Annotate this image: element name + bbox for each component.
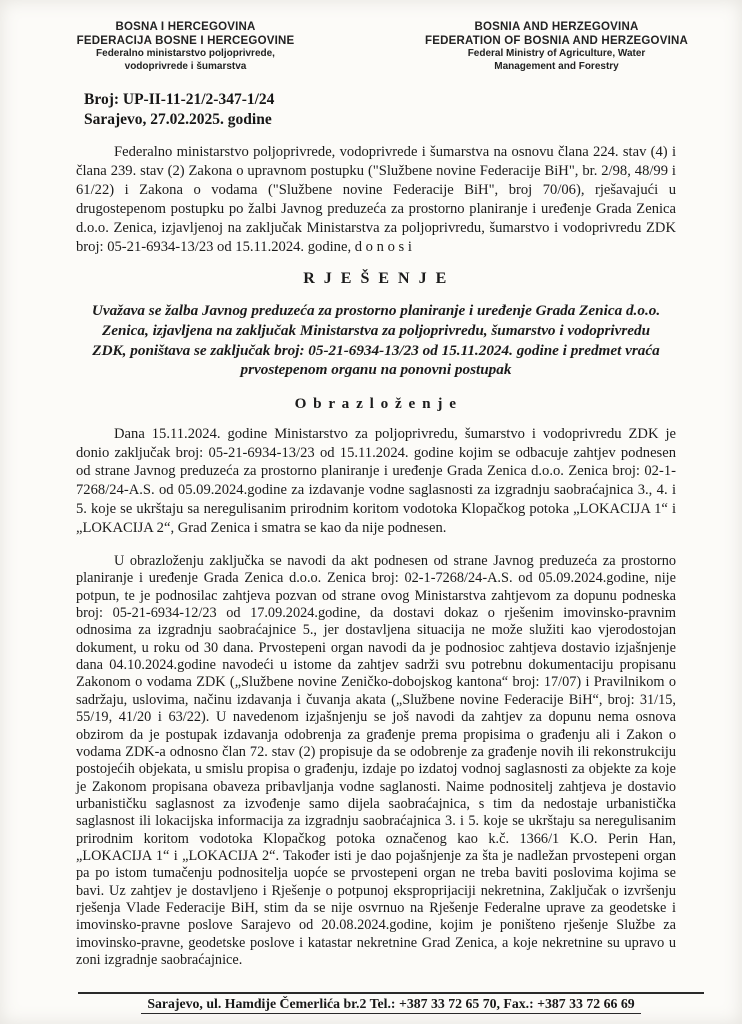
letterhead-line: BOSNIA AND HERZEGOVINA [474, 21, 639, 33]
letterhead-line: BOSNA I HERCEGOVINA [115, 21, 256, 33]
letterhead-line: vodoprivrede i šumarstva [124, 60, 247, 72]
explanation-heading: O b r a z l o ž e n j e [294, 394, 458, 412]
letterhead-line: FEDERACIJA BOSNE I HERCEGOVINE [76, 35, 295, 47]
decision-title: R J E Š E N J E [303, 270, 449, 288]
explanation-paragraph-1: Dana 15.11.2024. godine Ministarstvo za poljoprivredu, šumarstvo i vodoprivredu ZDK je donio zaključak broj: 05-21-6934-13/23 od 15.11.2024. godine kojim se odbacuje zahtjev podnesen od strane Javnog preduzeća za prostorno planiranje i uređenje Grada Zenica d.o.o. Zenica broj: 02-1-7268/24-A.S. od 05.09.2024.godine za izdavanje vodne saglasnosti za izgradnju saobraćajnica 3., 4. i 5. koje se ukrštaju sa neregulisanim prirodnim koritom vodotoka Klopačkog potoka „LOKACIJA 1“ i „LOKACIJA 2“, Grad Zenica i smatra se kao da nije podnesen. [76, 425, 676, 537]
letterhead-line: Management and Forestry [494, 60, 619, 72]
footer [78, 992, 704, 1014]
document-body [76, 143, 676, 969]
document-place-date: Sarajevo, 27.02.2025. godine [84, 111, 272, 128]
letterhead-line: FEDERATION OF BOSNIA AND HERZEGOVINA [425, 35, 688, 47]
footer-address-line: Sarajevo, ul. Hamdije Čemerlića br.2 Tel.: +387 33 72 65 70, Fax.: +387 33 72 66 69 [141, 996, 640, 1014]
document-meta [84, 90, 742, 130]
letterhead-line: Federalno ministarstvo poljoprivrede, [96, 48, 275, 59]
letterhead-bosnian [0, 20, 371, 73]
disposition-paragraph: Uvažava se žalba Javnog preduzeća za prostorno planiranje i uređenje Grada Zenica d.o.o. Zenica, izjavljena na zaključak Ministarstva za poljoprivredu, šumarstvo i vodoprivredu ZDK, poništava se zaključak broj: 05-21-6934-13/23 od 15.11.2024. godine i predmet vraća prvostepenom organu na ponovni postupak [91, 302, 661, 379]
letterhead-english [371, 20, 742, 73]
letterhead [0, 0, 742, 73]
intro-paragraph: Federalno ministarstvo poljoprivrede, vodoprivrede i šumarstva na osnovu člana 224. stav (4) i člana 239. stav (2) Zakona o upravnom postupku ("Službene novine Federacije BiH", br. 2/98, 48/99 i 61/22) i Zakona o vodama ("Službene novine Federacije BiH", broj 70/06), rješavajući u drugostepenom postupku po žalbi Javnog preduzeća za prostorno planiranje i uređenje Grada Zenica d.o.o. Zenica, izjavljenoj na zaključak Ministarstva za poljoprivredu, šumarstvo i vodoprivredu ZDK broj: 05-21-6934-13/23 od 15.11.2024. godine, d o n o s i [76, 144, 676, 255]
document-number: Broj: UP-II-11-21/2-347-1/24 [84, 91, 275, 108]
explanation-paragraph-2: U obrazloženju zaključka se navodi da akt podnesen od strane Javnog preduzeća za prostorno planiranje i uređenje Grada Zenica d.o.o. Zenica broj: 02-1-7268/24-A.S. od 05.09.2024.godine, nije potpun, te je podnosilac zahtjeva pozvan od strane ovog Ministarstva zahtjevom za dopunu podneska broj: 05-21-6934-12/23 od 17.09.2024.godine, da dostavi dokaz o rješenim imovinsko-pravnim odnosima za izgradnju saobraćajnice 5., jer dostavljena situacija ne može služiti kao vjerodostojan dokument, u roku od 30 dana. Prvostepeni organ navodi da je podnosioc zahtjeva dostavio izjašnjenje dana 04.10.2024.godine navodeći u istome da zahtjev sadrži svu potrebnu dokumentaciju propisanu Zakonom o vodama ZDK („Službene novine Zeničko-dobojskog kantona“ broj: 17/07) i Pravilnikom o sadržaju, uslovima, načinu izdavanja i čuvanja akata („Službene novine Federacije BiH“, broj: 31/15, 55/19, 41/20 i 63/22). U navedenom izjašnjenju se još navodi da zahtjev za dopunu nema osnova obzirom da je postupak izdavanja odobrenja za građenje prema propisima o građenju ali i Zakon o vodama ZDK-a odnosno član 72. stav (2) propisuje da se odobrenje za građenje novih ili rekonstrukciju postojećih objekata, u smislu propisa o građenju, izdaje po izdatoj vodnoj saglasnosti za objekte za koje je Zakonom propisana obaveza pribavljanja vodne saglanosti. Naime podnositelj zahtjeva je dostavio urbanističku saglasnost za izvođenje samo dijela saobraćajnica, s tim da nedostaje urbanistička saglasnost ili lokacijska informacija za izgradnju saobraćajnica 3. i 5. koje se ukrštaju sa neregulisanim prirodnim koritom vodotoka Klopačkog potoka označenog kao k.č. 1366/1 K.O. Perin Han, „LOKACIJA 1“ i „LOKACIJA 2“. Također isti je dao pojašnjenje za šta je nadležan prvostepeni organ pa po istom tumačenju podnositelja uopće se prvostepeni organ ne treba baviti poslovima kojima se bavi. Uz zahtjev je dostavljeno i Rješenje o potpunoj eksproprijaciji nekretnina, Zaključak o izvršenju rješenja Vlade Federacije BiH, stim da se nije osvrnuo na Rješenje Federalne uprave za geodetske i imovinsko-pravne poslove Sarajevo od 20.08.2024.godine, kojim je poništeno rješenje Službe za imovinsko-pravne, geodetske poslove i katastar nekretnine Grad Zenica, a koje nekretnine su upravo u zoni izgradnje saobraćajnice. [76, 553, 676, 968]
letterhead-line: Federal Ministry of Agriculture, Water [467, 48, 646, 59]
